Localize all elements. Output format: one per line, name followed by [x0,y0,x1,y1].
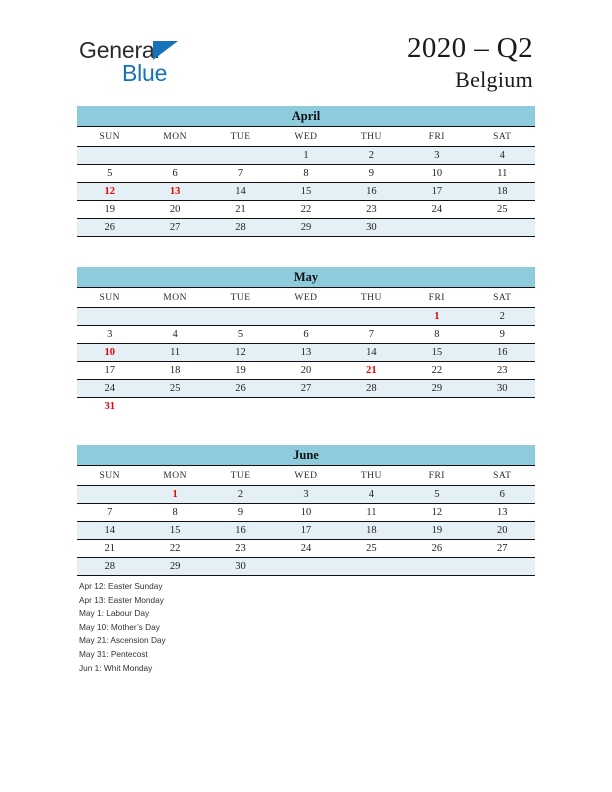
weekday-header: SAT [470,466,535,486]
week-row [77,558,535,576]
day-cell-holiday[interactable]: 21 [339,362,404,380]
week-row [77,486,535,504]
weekday-header: THU [339,127,404,147]
day-cell[interactable]: 24 [77,380,142,398]
day-cell-holiday[interactable]: 10 [77,344,142,362]
day-cell[interactable]: 1 [273,147,338,165]
day-cell[interactable]: 18 [142,362,207,380]
day-cell[interactable]: 21 [77,540,142,558]
day-cell[interactable]: 16 [470,344,535,362]
holiday-legend-item: May 21: Ascension Day [79,635,166,646]
day-cell-empty [470,219,535,237]
day-cell[interactable]: 16 [208,522,273,540]
day-cell[interactable]: 17 [404,183,469,201]
weekday-header: THU [339,466,404,486]
day-cell-empty [273,398,338,416]
day-cell[interactable]: 27 [273,380,338,398]
day-cell[interactable]: 2 [339,147,404,165]
week-row [77,504,535,522]
day-cell-empty [142,398,207,416]
day-cell[interactable]: 11 [339,504,404,522]
weekday-header: SAT [470,288,535,308]
day-cell[interactable]: 10 [404,165,469,183]
day-cell[interactable]: 19 [404,522,469,540]
day-cell-holiday[interactable]: 13 [142,183,207,201]
day-cell[interactable]: 3 [404,147,469,165]
day-cell[interactable]: 8 [404,326,469,344]
day-cell-empty [470,398,535,416]
day-cell[interactable]: 14 [77,522,142,540]
day-cell[interactable]: 9 [470,326,535,344]
weekday-header: WED [273,466,338,486]
day-cell[interactable]: 5 [404,486,469,504]
week-row [77,398,535,416]
month-title: May [77,267,535,288]
day-cell-empty [77,486,142,504]
week-row [77,540,535,558]
day-cell[interactable]: 3 [273,486,338,504]
quarter-calendars [77,106,535,576]
day-cell[interactable]: 4 [142,326,207,344]
day-cell-empty [404,558,469,576]
weekday-header: MON [142,466,207,486]
weekday-header-row [77,127,535,147]
week-row [77,165,535,183]
day-cell[interactable]: 20 [470,522,535,540]
weekday-header: TUE [208,288,273,308]
day-cell[interactable]: 4 [339,486,404,504]
day-cell[interactable]: 19 [77,201,142,219]
day-cell[interactable]: 12 [208,344,273,362]
blue-triangle-icon [153,41,178,60]
day-cell-empty [142,308,207,326]
month-block [77,267,535,415]
holiday-legend-item: May 10: Mother’s Day [79,621,160,632]
week-row [77,380,535,398]
day-cell-empty [470,558,535,576]
day-cell[interactable]: 26 [208,380,273,398]
day-cell[interactable]: 22 [142,540,207,558]
day-cell[interactable]: 17 [273,522,338,540]
day-cell[interactable]: 5 [208,326,273,344]
weekday-header-row [77,288,535,308]
day-cell[interactable]: 23 [470,362,535,380]
weekday-header: SUN [77,127,142,147]
day-cell[interactable]: 9 [208,504,273,522]
day-cell-holiday[interactable]: 1 [404,308,469,326]
day-cell[interactable]: 9 [339,165,404,183]
day-cell[interactable]: 8 [273,165,338,183]
day-cell[interactable]: 25 [142,380,207,398]
day-cell[interactable]: 4 [470,147,535,165]
weekday-header: WED [273,127,338,147]
logo-text-general: General [79,37,160,63]
week-row [77,183,535,201]
month-block [77,445,535,576]
month-title: April [77,106,535,127]
page-title-block [407,31,533,93]
holiday-legend-item: May 31: Pentecost [79,648,148,659]
day-cell-empty [208,398,273,416]
day-cell[interactable]: 27 [142,219,207,237]
weekday-header: TUE [208,466,273,486]
week-row [77,522,535,540]
month-grid [77,288,535,415]
page-subtitle-country: Belgium [455,67,533,92]
page-header [0,0,612,96]
day-cell-empty [339,398,404,416]
weekday-header: SUN [77,466,142,486]
day-cell[interactable]: 18 [339,522,404,540]
day-cell[interactable]: 28 [77,558,142,576]
day-cell[interactable]: 14 [339,344,404,362]
day-cell-empty [208,308,273,326]
day-cell-empty [77,147,142,165]
day-cell-holiday[interactable]: 31 [104,401,115,412]
day-cell[interactable]: 16 [339,183,404,201]
day-cell[interactable]: 20 [273,362,338,380]
day-cell[interactable]: 6 [142,165,207,183]
day-cell[interactable]: 25 [339,540,404,558]
day-cell[interactable]: 30 [208,558,273,576]
page-title: 2020 – Q2 [406,32,533,64]
day-cell-holiday[interactable]: 12 [77,183,142,201]
month-grid [77,127,535,237]
day-cell-empty [208,147,273,165]
day-cell[interactable]: 30 [339,219,404,237]
day-cell[interactable]: 26 [404,540,469,558]
day-cell[interactable]: 23 [208,540,273,558]
day-cell[interactable]: 18 [470,183,535,201]
day-cell[interactable]: 29 [273,219,338,237]
day-cell[interactable]: 22 [404,362,469,380]
logo-text-blue: Blue [122,60,168,86]
day-cell[interactable]: 24 [404,201,469,219]
holiday-legend-item: May 1: Labour Day [79,608,150,619]
weekday-header: WED [273,288,338,308]
holiday-legend-item: Apr 13: Easter Monday [79,594,164,605]
day-cell[interactable]: 6 [470,486,535,504]
general-blue-logo[interactable] [79,38,279,90]
day-cell[interactable]: 13 [273,344,338,362]
holiday-legend [79,580,479,675]
day-cell[interactable]: 23 [339,201,404,219]
week-row [77,219,535,237]
day-cell[interactable]: 6 [273,326,338,344]
weekday-header: TUE [208,127,273,147]
day-cell[interactable]: 13 [470,504,535,522]
day-cell[interactable]: 8 [142,504,207,522]
day-cell-empty [273,558,338,576]
day-cell[interactable]: 11 [470,165,535,183]
weekday-header: MON [142,127,207,147]
day-cell-empty [339,308,404,326]
weekday-header: FRI [404,127,469,147]
day-cell-holiday[interactable]: 1 [142,486,207,504]
day-cell[interactable]: 7 [77,504,142,522]
day-cell-empty [273,308,338,326]
weekday-header: SAT [470,127,535,147]
day-cell[interactable]: 24 [273,540,338,558]
weekday-header: FRI [404,288,469,308]
weekday-header: THU [339,288,404,308]
day-cell[interactable]: 7 [339,326,404,344]
day-cell[interactable]: 14 [208,183,273,201]
day-cell[interactable]: 7 [208,165,273,183]
day-cell[interactable]: 11 [142,344,207,362]
holiday-legend-item: Jun 1: Whit Monday [79,662,153,673]
day-cell[interactable]: 29 [142,558,207,576]
week-row [77,201,535,219]
weekday-header-row [77,466,535,486]
day-cell[interactable]: 25 [470,201,535,219]
week-row [77,147,535,165]
day-cell[interactable]: 21 [208,201,273,219]
day-cell[interactable]: 5 [77,165,142,183]
day-cell[interactable]: 27 [470,540,535,558]
weekday-header: FRI [404,466,469,486]
day-cell[interactable]: 15 [273,183,338,201]
day-cell[interactable]: 2 [470,308,535,326]
day-cell[interactable]: 29 [404,380,469,398]
day-cell[interactable]: 17 [77,362,142,380]
month-title: June [77,445,535,466]
day-cell[interactable]: 12 [404,504,469,522]
week-row [77,344,535,362]
day-cell-empty [142,147,207,165]
day-cell[interactable]: 22 [273,201,338,219]
weekday-header: MON [142,288,207,308]
holiday-legend-item: Apr 12: Easter Sunday [79,581,163,591]
day-cell-empty [77,308,142,326]
day-cell[interactable]: 28 [339,380,404,398]
day-cell[interactable]: 30 [470,380,535,398]
day-cell[interactable]: 3 [77,326,142,344]
week-row [77,308,535,326]
month-block [77,106,535,237]
day-cell[interactable]: 28 [208,219,273,237]
day-cell[interactable]: 26 [77,219,142,237]
day-cell-empty [339,558,404,576]
day-cell-empty [404,219,469,237]
day-cell[interactable]: 20 [142,201,207,219]
week-row [77,362,535,380]
day-cell-empty [404,398,469,416]
day-cell[interactable]: 19 [208,362,273,380]
day-cell[interactable]: 2 [208,486,273,504]
day-cell[interactable]: 10 [273,504,338,522]
day-cell[interactable]: 15 [142,522,207,540]
week-row [77,326,535,344]
weekday-header: SUN [77,288,142,308]
day-cell[interactable]: 15 [404,344,469,362]
month-grid [77,466,535,576]
